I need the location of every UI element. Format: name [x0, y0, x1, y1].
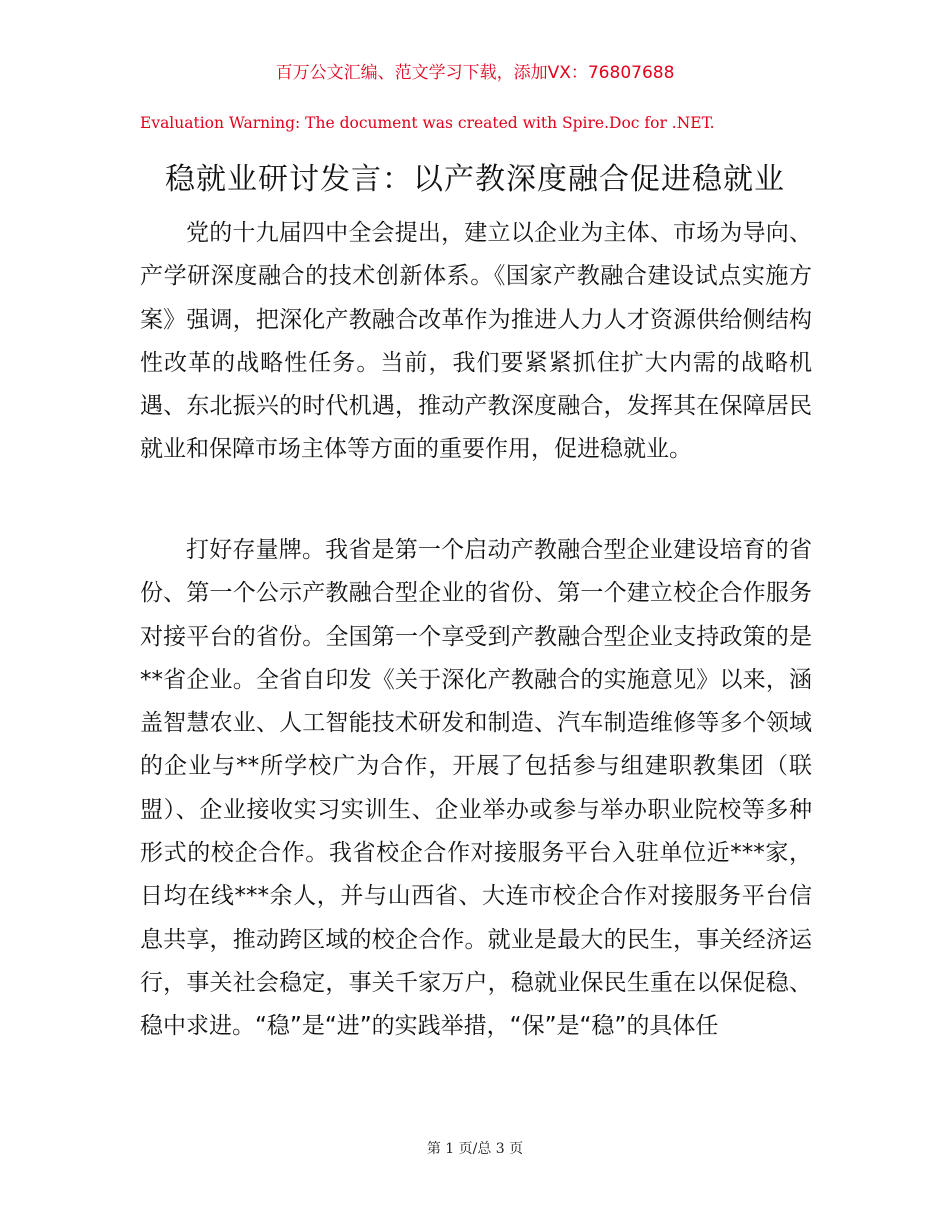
paragraph-2: 打好存量牌。我省是第一个启动产教融合型企业建设培育的省份、第一个公示产教融合型企业的省份、第一个建立校企合作服务对接平台的省份。全国第一个享受到产教融合型企业支持政策的是**省企业。全省自印发《关于深化产教融合的实施意见》以来，涵盖智慧农业、人工智能技术研发和制造、汽车制造维修等多个领域的企业与**所学校广为合作，开展了包括参与组建职教集团（联盟）、企业接收实习实训生、企业举办或参与举办职业院校等多种形式的校企合作。我省校企合作对接服务平台入驻单位近***家，日均在线***余人，并与山西省、大连市校企合作对接服务平台信息共享，推动跨区域的校企合作。就业是最大的民生，事关经济运行，事关社会稳定，事关千家万户，稳就业保民生重在以保促稳、稳中求进。“稳”是“进”的实践举措，“保”是“稳”的具体任 [140, 537, 812, 1040]
paragraph-1: 党的十九届四中全会提出，建立以企业为主体、市场为导向、产学研深度融合的技术创新体系。《国家产教融合建设试点实施方案》强调，把深化产教融合改革作为推进人力人才资源供给侧结构性改革的战略性任务。当前，我们要紧紧抓住扩大内需的战略机遇、东北振兴的时代机遇，推动产教深度融合，发挥其在保障居民就业和保障市场主体等方面的重要作用，促进稳就业。 [140, 220, 812, 463]
page-footer: 第 1 页/总 3 页 [426, 1141, 524, 1157]
promo-header: 百万公文汇编、范文学习下载，添加VX：76807688 [275, 63, 675, 83]
document-title: 稳就业研讨发言：以产教深度融合促进稳就业 [165, 162, 785, 197]
evaluation-warning: Evaluation Warning: The document was created with Spire.Doc for .NET. [140, 114, 715, 132]
